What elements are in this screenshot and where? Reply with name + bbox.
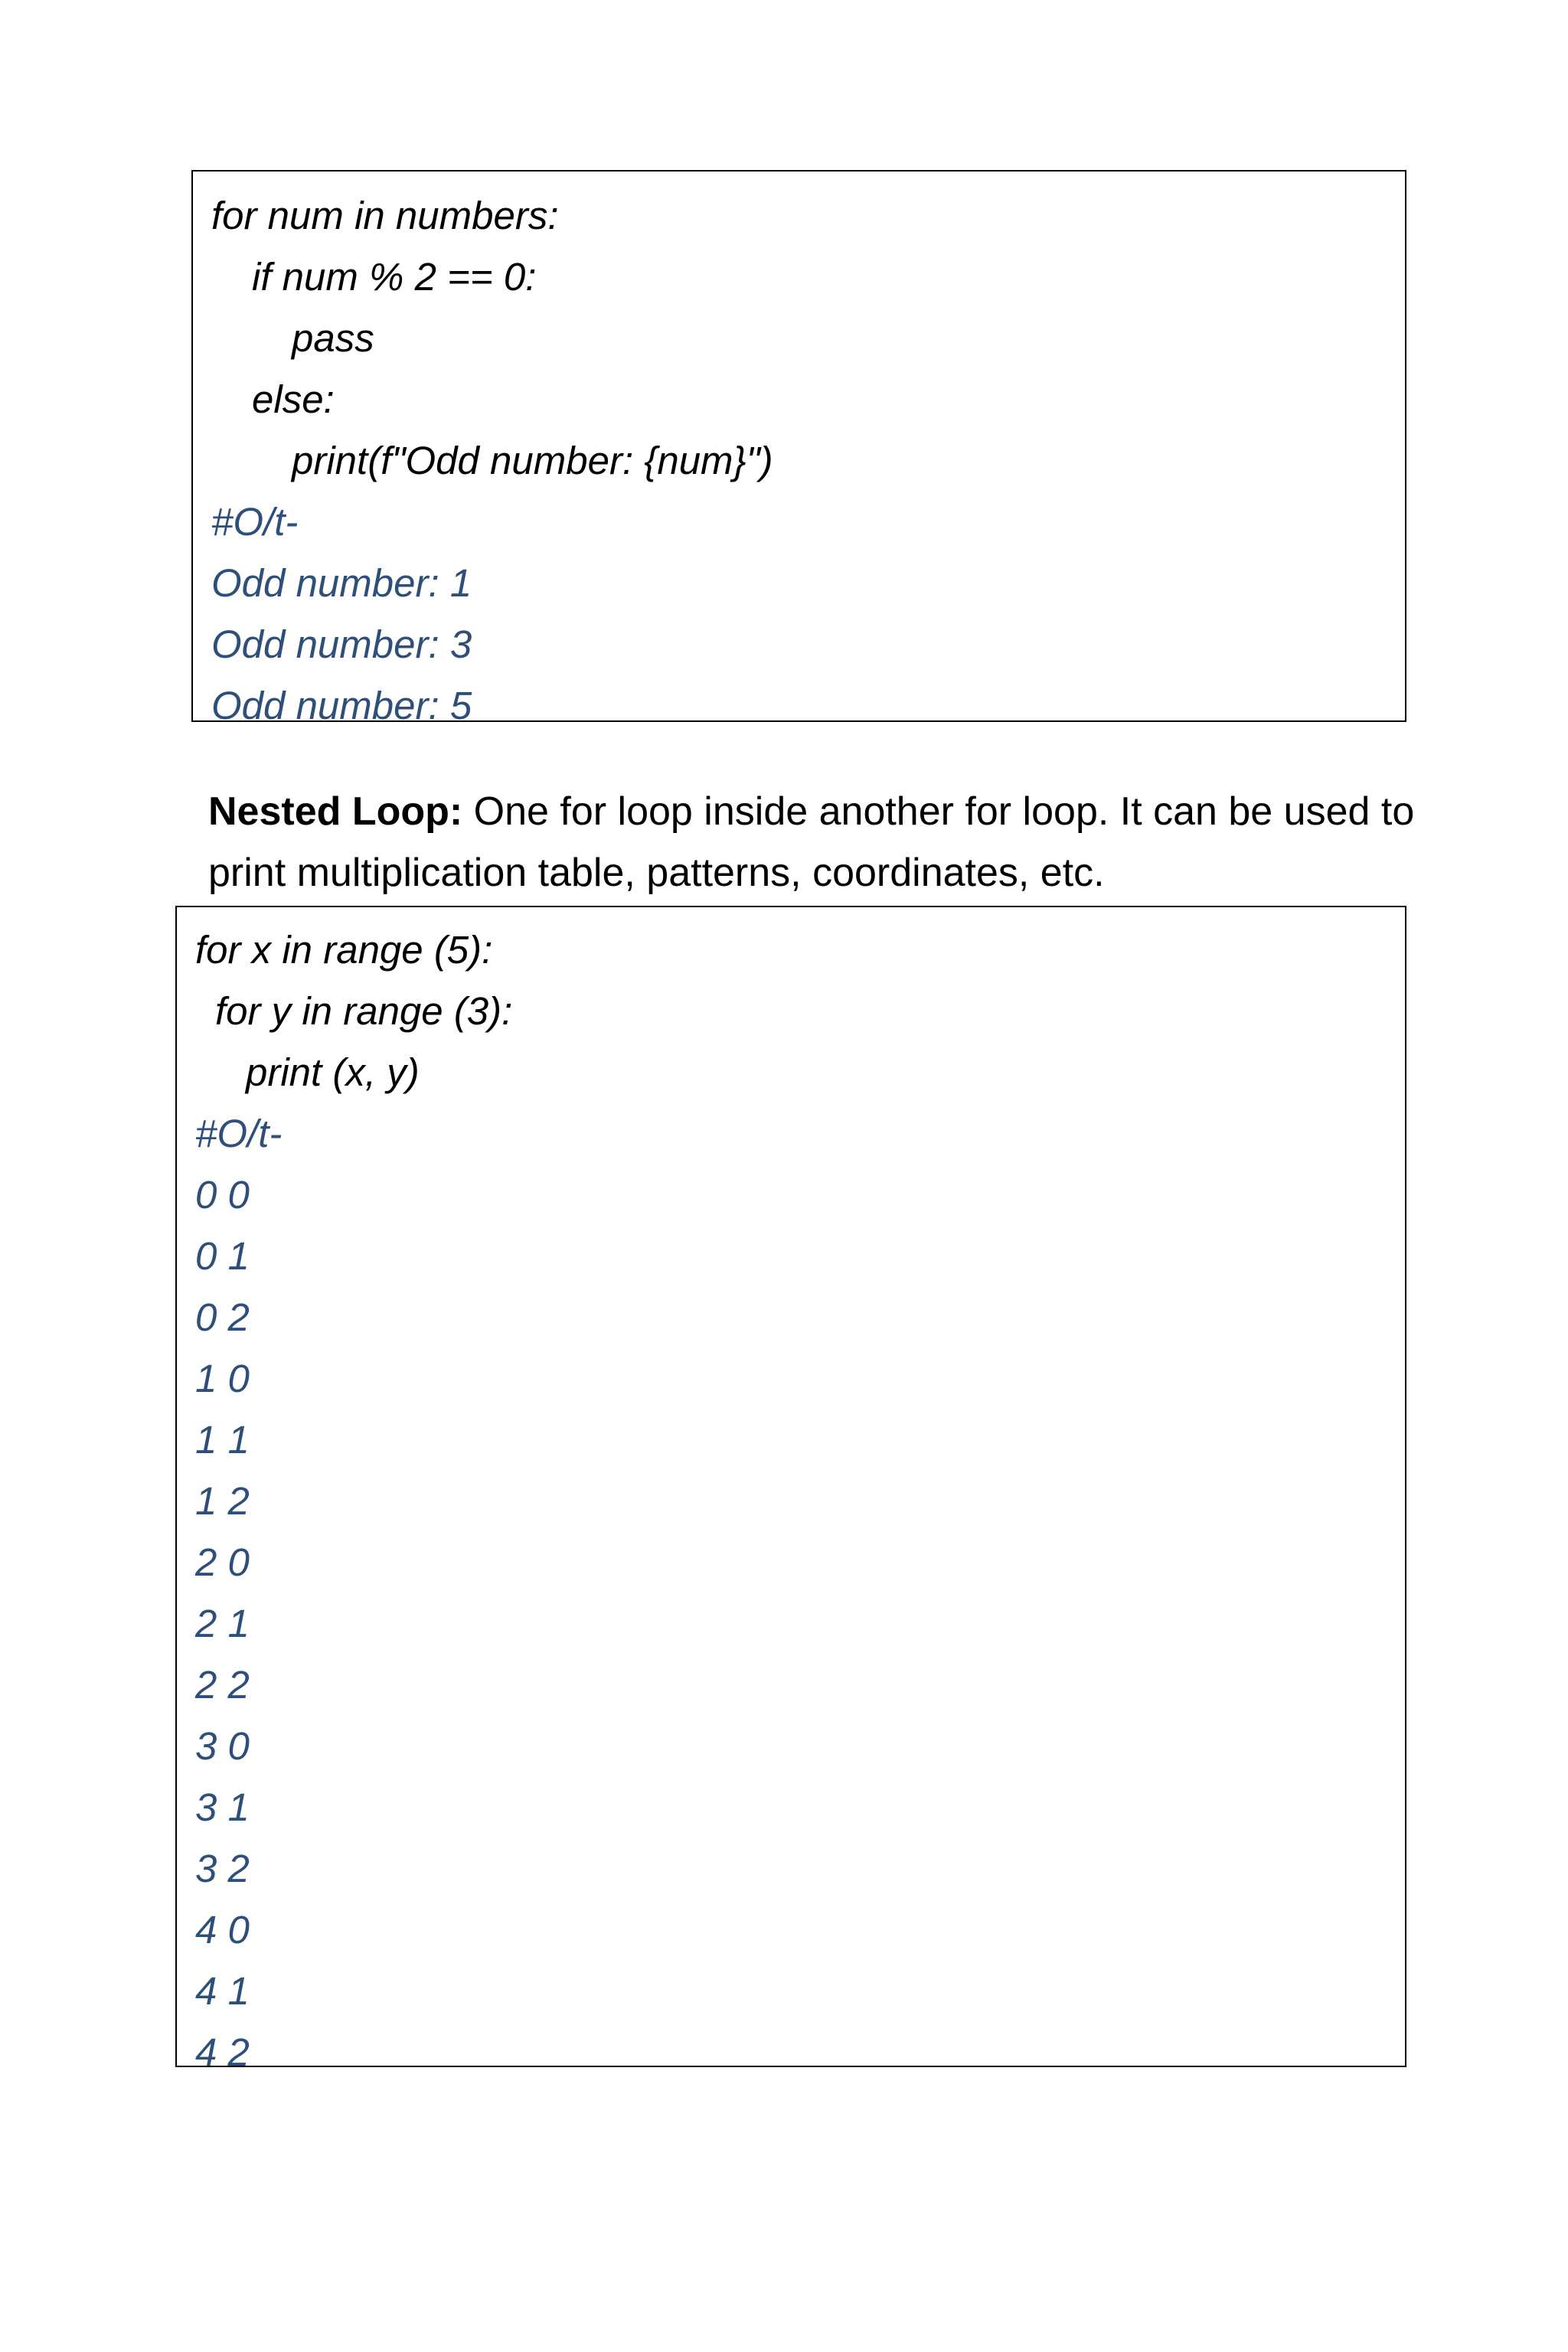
output-line: 1 1 [195, 1418, 250, 1462]
output-line: 3 0 [195, 1724, 250, 1768]
output-line: 2 0 [195, 1540, 250, 1584]
code-line [177, 1042, 1405, 1103]
code-text: if num % 2 == 0: [252, 255, 537, 299]
output-line: 1 0 [195, 1357, 250, 1400]
code-text: for y in range (3): [215, 989, 513, 1033]
code-text: for num in numbers: [211, 194, 559, 237]
output-label: #O/t- [211, 500, 299, 544]
output-line: 2 1 [195, 1602, 250, 1645]
code-line [193, 308, 1405, 369]
code-text: print (x, y) [246, 1050, 420, 1094]
code-block-nested-loop [175, 906, 1406, 2074]
code-line [177, 981, 1405, 1042]
output-line: 0 2 [195, 1295, 250, 1339]
code-text: pass [292, 316, 374, 360]
code-line [193, 430, 1405, 492]
code-line [193, 369, 1405, 430]
output-line: 0 1 [195, 1234, 250, 1278]
output-line: 0 0 [195, 1173, 250, 1217]
code-line [177, 920, 1405, 981]
output-line: 2 2 [195, 1663, 250, 1707]
output-line: 4 1 [195, 1969, 250, 2013]
paragraph-term: Nested Loop: [208, 789, 463, 834]
output-line: Odd number: 5 [211, 684, 472, 727]
output-line: Odd number: 3 [211, 622, 472, 666]
output-line: 4 0 [195, 1908, 250, 1952]
code-text: for x in range (5): [195, 928, 493, 972]
output-line: 4 2 [195, 2030, 250, 2074]
output-line: 3 1 [195, 1785, 250, 1829]
code-text: print(f"Odd number: {num}") [292, 439, 773, 482]
code-line [193, 247, 1405, 308]
paragraph-text: One for loop inside another for loop. It can be used to print multiplication table, patterns, coordinates, etc. [208, 789, 1415, 895]
code-line [193, 185, 1405, 247]
output-line: Odd number: 1 [211, 561, 472, 605]
code-block-odd-numbers [191, 170, 1406, 727]
output-line: 3 2 [195, 1847, 250, 1890]
code-text: else: [252, 377, 335, 421]
output-line: 1 2 [195, 1479, 250, 1523]
output-label: #O/t- [195, 1112, 283, 1155]
nested-loop-paragraph [208, 781, 1418, 903]
